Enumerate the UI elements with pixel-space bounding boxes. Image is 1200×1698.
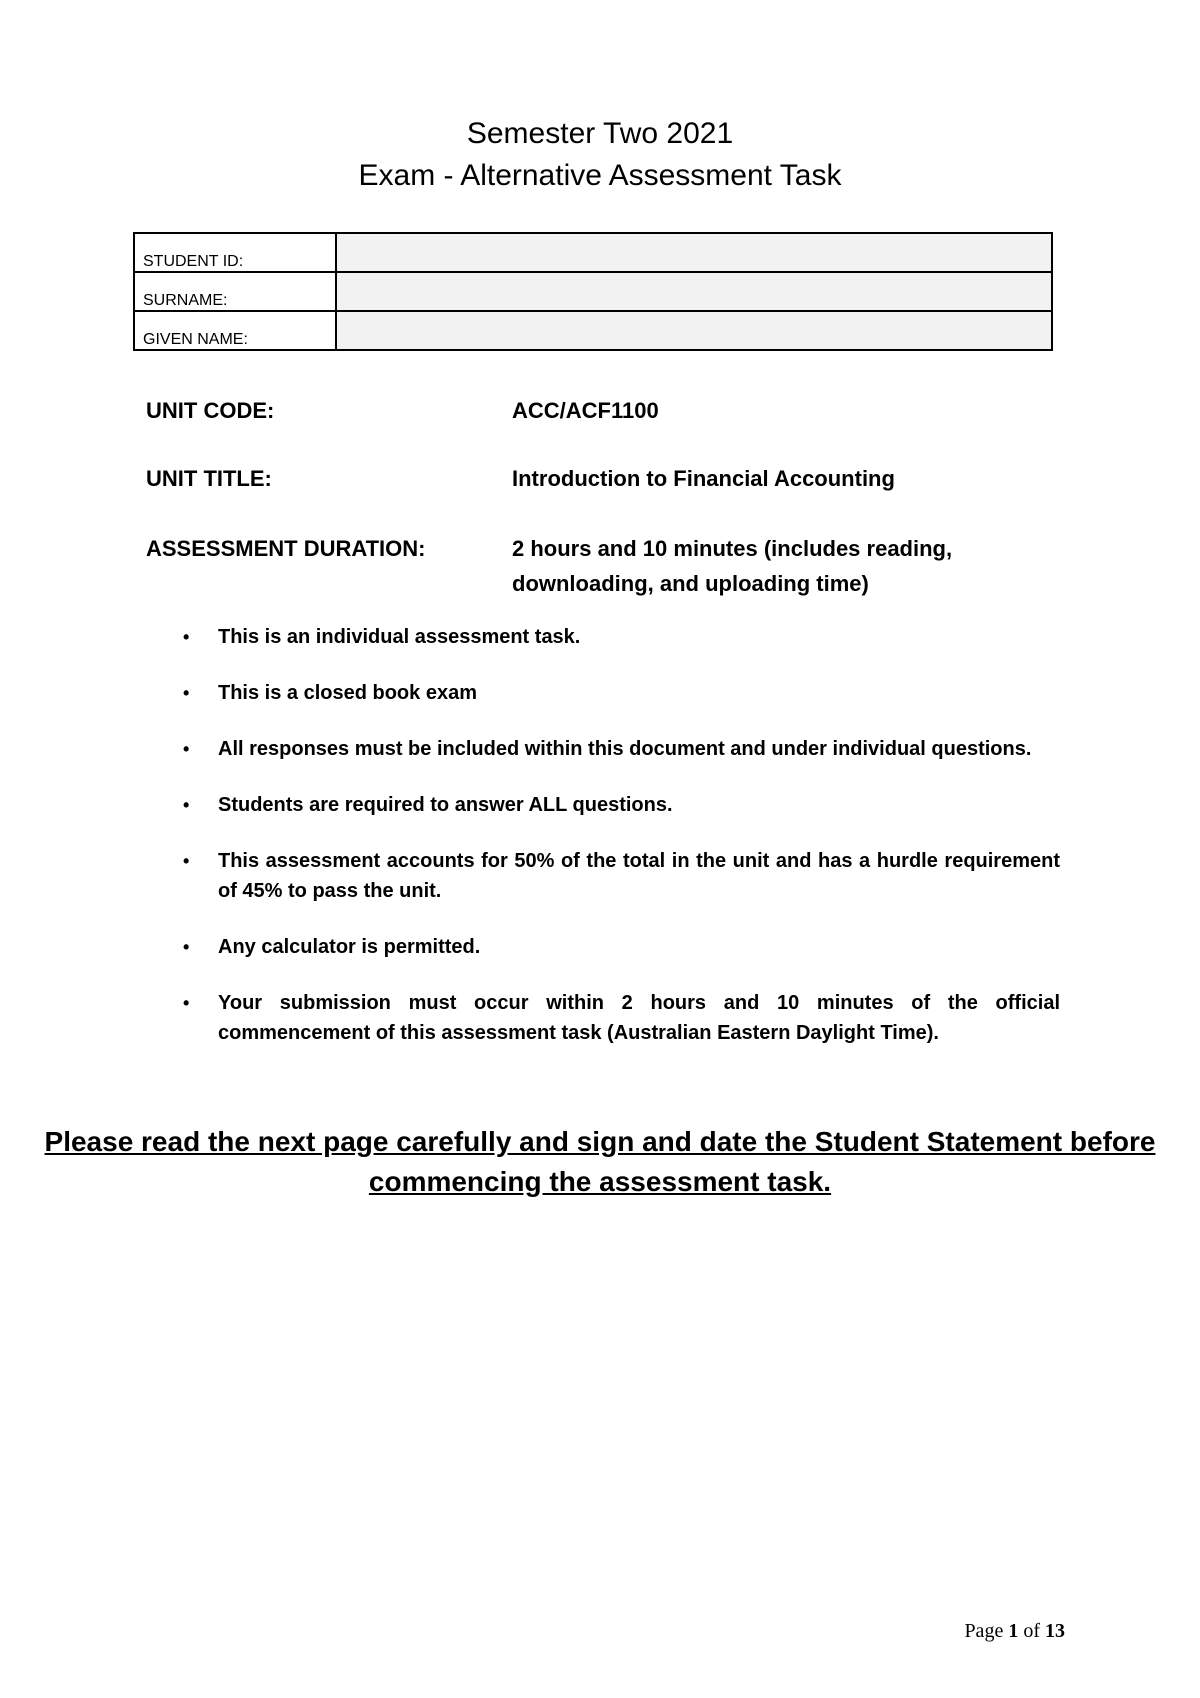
surname-field[interactable] (336, 272, 1052, 311)
student-details-table (133, 232, 1053, 351)
assessment-duration-label: ASSESSMENT DURATION: (146, 536, 426, 561)
unit-code-label: UNIT CODE: (146, 398, 275, 423)
rule-text: All responses must be included within this document and under individual questions. (218, 738, 1032, 760)
table-row (134, 272, 1052, 311)
rule-text: This is a closed book exam (218, 682, 477, 704)
rule-text: Your submission must occur within 2 hours and 10 minutes of the official commencement of this assessment task (Australian Eastern Daylight Time). (218, 992, 1060, 1044)
list-item (183, 622, 1060, 652)
unit-title-label: UNIT TITLE: (146, 466, 272, 491)
total-pages: 13 (1045, 1620, 1065, 1642)
given-name-field[interactable] (336, 311, 1052, 350)
list-item (183, 734, 1060, 764)
student-id-label: STUDENT ID: (134, 233, 336, 272)
unit-code-value: ACC/ACF1100 (512, 398, 659, 423)
of-word: of (1023, 1620, 1040, 1642)
student-id-field[interactable] (336, 233, 1052, 272)
table-row (134, 311, 1052, 350)
page-number (964, 1620, 1065, 1643)
list-item (183, 790, 1060, 820)
bullet-icon: • (183, 683, 190, 703)
surname-label: SURNAME: (134, 272, 336, 311)
rule-text: Any calculator is permitted. (218, 936, 481, 958)
list-item (183, 988, 1060, 1048)
rule-text: This assessment accounts for 50% of the total in the unit and has a hurdle requirement of 45% to pass the unit. (218, 850, 1060, 902)
student-statement-notice: Please read the next page carefully and sign and date the Student Statement before commencing the assessment task. (44, 1126, 1156, 1197)
list-item (183, 678, 1060, 708)
unit-title-value: Introduction to Financial Accounting (512, 466, 895, 491)
rule-text: This is an individual assessment task. (218, 626, 581, 648)
bullet-icon: • (183, 627, 190, 647)
assessment-rules-list (183, 622, 1060, 1074)
bullet-icon: • (183, 937, 190, 957)
table-row (134, 233, 1052, 272)
bullet-icon: • (183, 993, 190, 1013)
page-word: Page (964, 1620, 1004, 1642)
bullet-icon: • (183, 795, 190, 815)
current-page: 1 (1008, 1620, 1019, 1642)
assessment-duration-value: 2 hours and 10 minutes (includes reading, downloading, and uploading time) (512, 536, 953, 596)
exam-title: Exam - Alternative Assessment Task (358, 159, 842, 192)
rule-text: Students are required to answer ALL questions. (218, 794, 673, 816)
list-item (183, 932, 1060, 962)
given-name-label: GIVEN NAME: (134, 311, 336, 350)
bullet-icon: • (183, 851, 190, 871)
bullet-icon: • (183, 739, 190, 759)
list-item (183, 846, 1060, 906)
semester-title: Semester Two 2021 (466, 117, 734, 150)
